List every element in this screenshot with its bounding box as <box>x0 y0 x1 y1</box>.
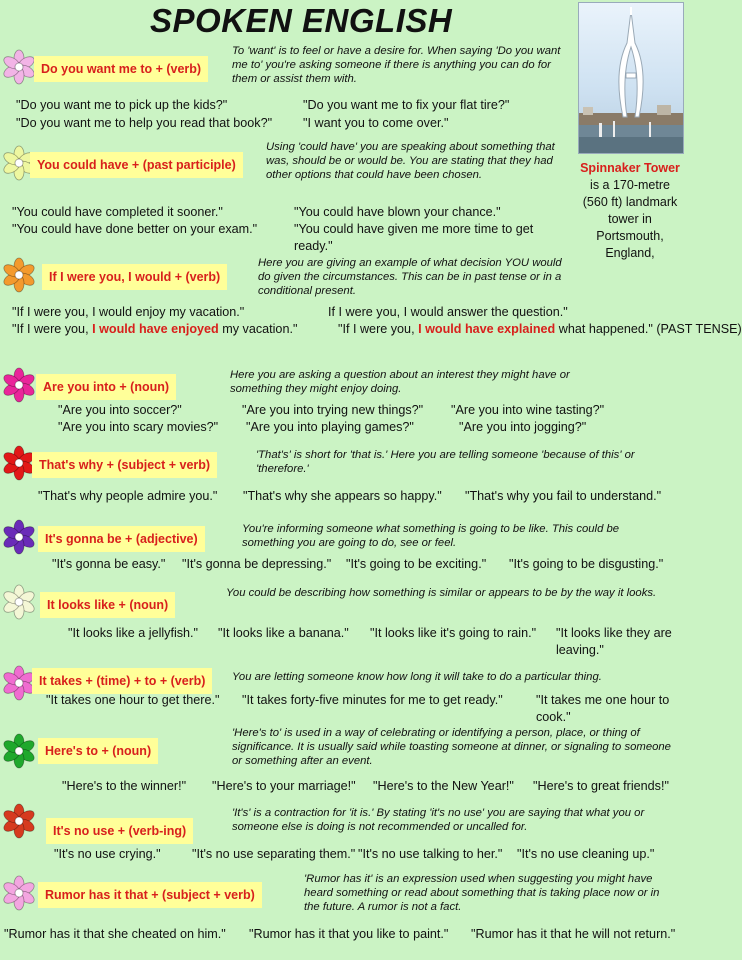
section-label-are-you-into: Are you into + (noun) <box>36 374 176 400</box>
example-text: "It looks like a banana." <box>218 626 349 640</box>
example-text: "Are you into trying new things?" <box>242 403 424 417</box>
tower-illustration <box>579 3 683 153</box>
example-text: "You could have done better on your exam." <box>12 222 258 236</box>
example-text: "Here's to your marriage!" <box>212 779 356 793</box>
example-text: "If I were you, I would have enjoyed my vacation." <box>12 322 298 336</box>
flower-icon <box>2 876 36 910</box>
example-text: "Do you want me to pick up the kids?" <box>16 98 228 112</box>
section-description: To 'want' is to feel or have a desire for. When saying 'Do you want me to' you're asking someone if there is anything you can do for them or assist them with. <box>232 45 561 85</box>
example-text: "It's gonna be depressing." <box>182 557 332 571</box>
flower-center <box>15 459 23 467</box>
example-text: "Here's to great friends!" <box>533 779 669 793</box>
flower-icon <box>2 258 36 292</box>
example-text: "It takes one hour to get there." <box>46 693 220 707</box>
section-description: You're informing someone what something is going to be like. This could be something you are going to do, see or feel. <box>242 523 620 549</box>
example-text: "Are you into jogging?" <box>459 420 587 434</box>
caption-text: is a 170-metre (560 ft) landmark tower in Portsmouth, England, <box>582 178 678 260</box>
example-text: "It's gonna be easy." <box>52 557 166 571</box>
example-text: "Rumor has it that she cheated on him." <box>4 927 226 941</box>
example-text: "It looks like they are leaving." <box>556 626 672 657</box>
section-label-thats-why: That's why + (subject + verb) <box>32 452 217 478</box>
section-description: You could be describing how something is similar or appears to be by the way it looks. <box>226 587 657 599</box>
example-text: "It takes me one hour to cook." <box>536 693 670 724</box>
section-label-its-gonna-be: It's gonna be + (adjective) <box>38 526 205 552</box>
flower-center <box>15 381 23 389</box>
example-text: "It's going to be exciting." <box>346 557 487 571</box>
section-description: Here you are giving an example of what decision YOU would do given the circumstances. This can be in past tense or in a conditional present. <box>258 257 562 297</box>
photo-caption <box>578 160 682 262</box>
flower-icon <box>2 446 36 480</box>
flower-icon <box>2 368 36 402</box>
example-text: "Are you into scary movies?" <box>58 420 219 434</box>
flower-center <box>15 889 23 897</box>
flower-center <box>15 817 23 825</box>
flower-center <box>15 63 23 71</box>
example-text: "Here's to the winner!" <box>62 779 187 793</box>
example-text: "Are you into soccer?" <box>58 403 182 417</box>
example-text: "Do you want me to fix your flat tire?" <box>303 98 510 112</box>
example-text: "It's no use talking to her." <box>358 847 503 861</box>
example-text: "If I were you, I would enjoy my vacation." <box>12 305 245 319</box>
example-text: "Rumor has it that he will not return." <box>471 927 676 941</box>
example-text: "It looks like a jellyfish." <box>68 626 199 640</box>
flower-center <box>15 533 23 541</box>
example-text: "If I were you, I would have explained what happened." (PAST TENSE) <box>338 322 742 336</box>
flower-icon <box>2 585 36 619</box>
example-text: "I want you to come over." <box>303 116 449 130</box>
example-text: "It takes forty-five minutes for me to get ready." <box>242 693 503 707</box>
spinnaker-tower-photo <box>578 2 684 154</box>
example-text: "Rumor has it that you like to paint." <box>249 927 449 941</box>
example-text: "That's why she appears so happy." <box>243 489 442 503</box>
section-description: 'Rumor has it' is an expression used when suggesting you might have heard something or read about something that is taking place now or in the future. A rumor is not a fact. <box>304 873 660 913</box>
flower-center <box>15 598 23 606</box>
example-text: "It's no use crying." <box>54 847 161 861</box>
section-label-it-takes: It takes + (time) + to + (verb) <box>32 668 212 694</box>
example-text: "Do you want me to help you read that book?" <box>16 116 273 130</box>
section-label-heres-to: Here's to + (noun) <box>38 738 158 764</box>
example-text: "It's going to be disgusting." <box>509 557 664 571</box>
section-label-its-no-use: It's no use + (verb-ing) <box>46 818 193 844</box>
flower-icon <box>2 666 36 700</box>
section-label-you-could-have: You could have + (past participle) <box>30 152 243 178</box>
section-description: 'That's' is short for 'that is.' Here you are telling someone 'because of this' or 'therefore.' <box>256 449 635 475</box>
flower-icon <box>2 804 36 838</box>
example-text: "You could have blown your chance." <box>294 205 501 219</box>
flower-center <box>15 747 23 755</box>
example-text: "Here's to the New Year!" <box>373 779 514 793</box>
section-label-if-i-were-you: If I were you, I would + (verb) <box>42 264 227 290</box>
section-description: 'It's' is a contraction for 'it is.' By stating 'it's no use' you are saying that what you or someone else is doing is not recommended or uncalled for. <box>232 807 645 833</box>
section-description: 'Here's to' is used in a way of celebrating or identifying a person, place, or thing of significance. It is usually said while toasting someone at dinner, or signaling to someone or something after an event. <box>232 727 671 767</box>
example-text: "That's why you fail to understand." <box>465 489 662 503</box>
section-description: Here you are asking a question about an interest they might have or something they might enjoy doing. <box>230 369 570 395</box>
flower-center <box>15 271 23 279</box>
example-text: If I were you, I would answer the question." <box>328 305 568 319</box>
page-title: SPOKEN ENGLISH <box>150 2 453 39</box>
caption-name: Spinnaker Tower <box>580 161 680 175</box>
example-text: "Are you into wine tasting?" <box>451 403 605 417</box>
example-text: "It looks like it's going to rain." <box>370 626 537 640</box>
flower-icon <box>2 734 36 768</box>
section-label-it-looks-like: It looks like + (noun) <box>40 592 175 618</box>
flower-icon <box>2 520 36 554</box>
section-description: Using 'could have' you are speaking about something that was, should be or would be. You are stating that they had other options that could have been chosen. <box>266 141 555 181</box>
flower-center <box>15 679 23 687</box>
example-text: "You could have given me more time to get ready." <box>294 222 534 253</box>
example-text: "It's no use cleaning up." <box>517 847 655 861</box>
example-text: "You could have completed it sooner." <box>12 205 223 219</box>
flower-icon <box>2 50 36 84</box>
example-text: "It's no use separating them." <box>192 847 356 861</box>
flower-center <box>15 159 23 167</box>
section-label-rumor-has-it: Rumor has it that + (subject + verb) <box>38 882 262 908</box>
section-label-do-you-want-me-to: Do you want me to + (verb) <box>34 56 208 82</box>
section-description: You are letting someone know how long it will take to do a particular thing. <box>232 671 602 683</box>
example-text: "That's why people admire you." <box>38 489 218 503</box>
example-text: "Are you into playing games?" <box>246 420 414 434</box>
